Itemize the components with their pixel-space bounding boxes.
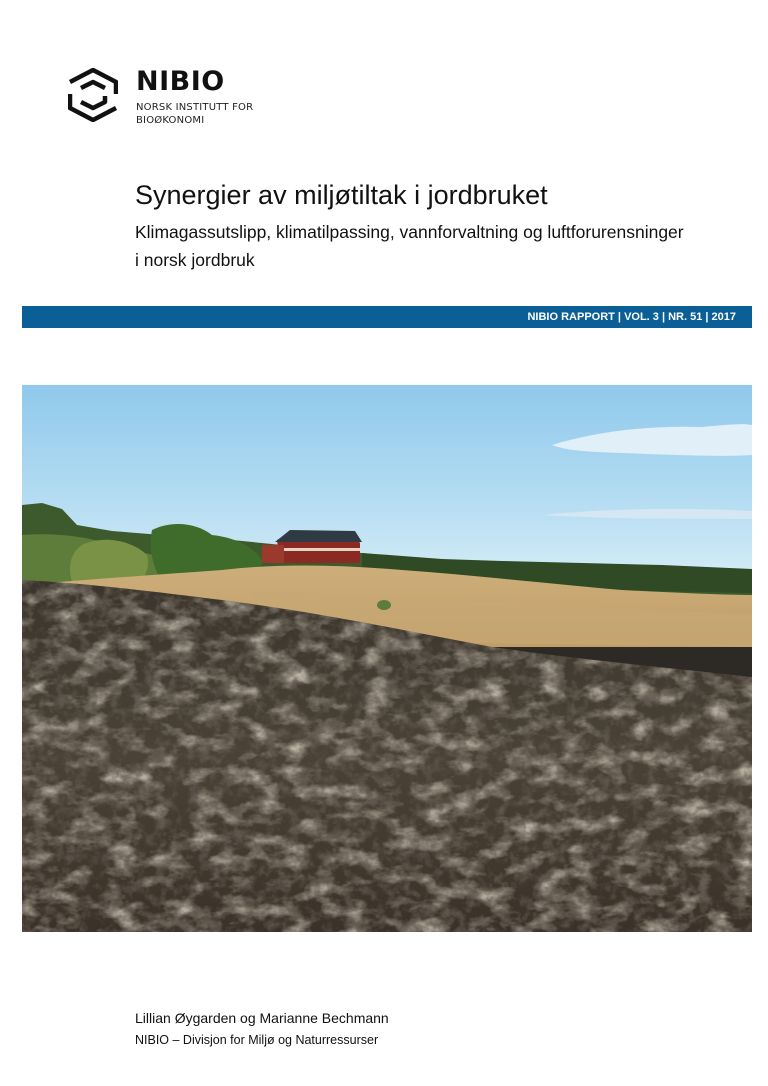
series-banner-text: NIBIO RAPPORT | VOL. 3 | NR. 51 | 2017 [527, 311, 736, 323]
authors: Lillian Øygarden og Marianne Bechmann [135, 1010, 389, 1026]
nibio-logo-icon [68, 68, 118, 122]
division: NIBIO – Divisjon for Miljø og Naturressurser [135, 1033, 379, 1047]
logo-text [136, 68, 253, 127]
nibio-logo [68, 68, 253, 127]
series-banner [22, 306, 752, 328]
cover-photo [22, 385, 752, 932]
report-title: Synergier av miljøtiltak i jordbruket [135, 180, 548, 210]
report-subtitle [135, 218, 745, 274]
logo-name: NIBIO [136, 66, 225, 97]
report-subtitle-line2: i norsk jordbruk [135, 250, 255, 270]
logo-subtitle-line1: NORSK INSTITUTT FOR [136, 102, 254, 113]
logo-subtitle-line2: BIOØKONOMI [136, 115, 205, 126]
report-subtitle-line1: Klimagassutslipp, klimatilpassing, vannforvaltning og luftforurensninger [135, 222, 684, 242]
title-block [135, 178, 745, 274]
ploughed-field-landscape-image [22, 385, 752, 932]
